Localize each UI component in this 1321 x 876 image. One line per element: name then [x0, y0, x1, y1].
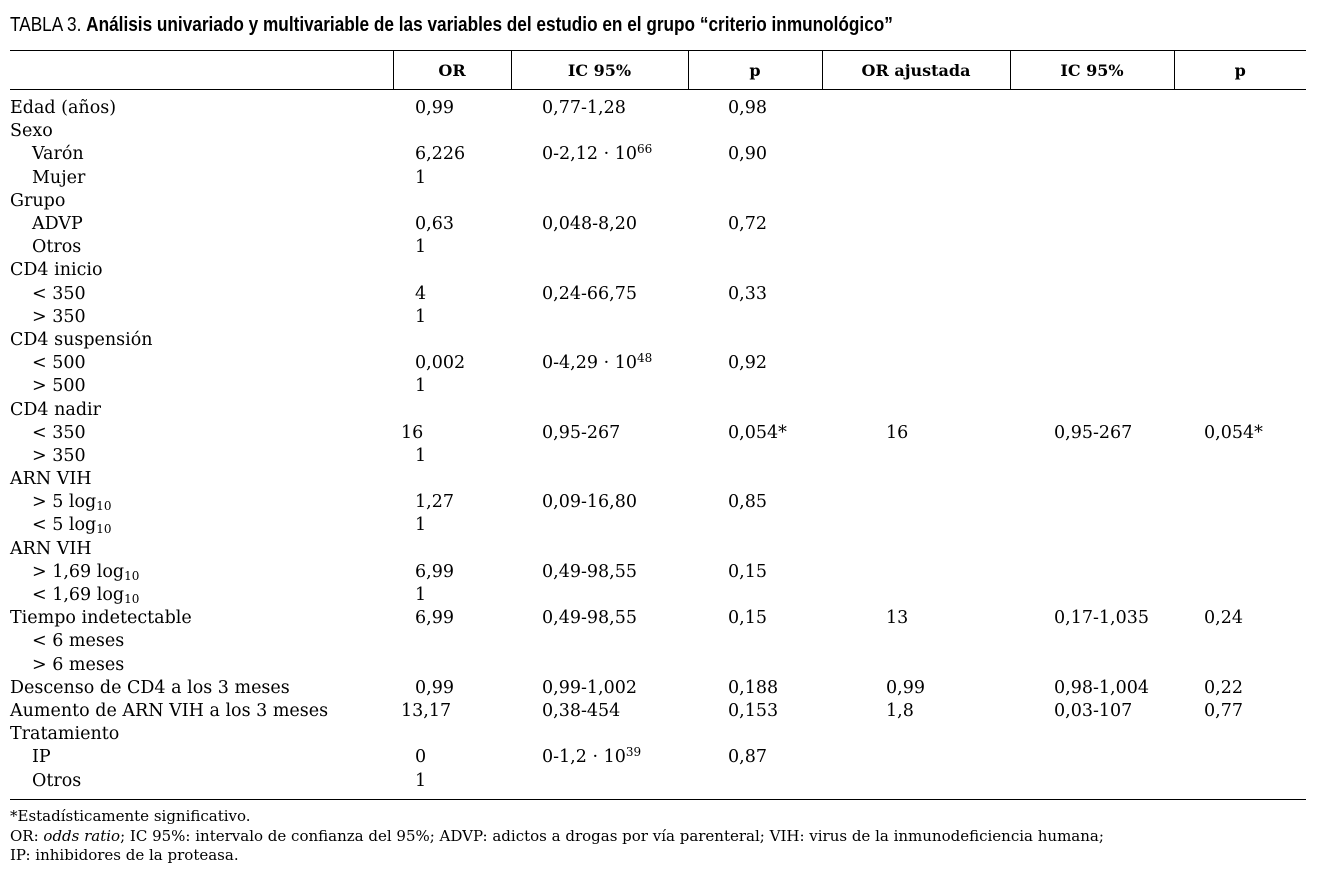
- cell-ic-adj: [1010, 654, 1174, 677]
- cell-ic-adj: [1010, 306, 1174, 329]
- row-label: > 500: [32, 376, 86, 397]
- cell-or-adj: [822, 190, 1010, 213]
- cell-p-adj: [1174, 190, 1306, 213]
- table-row: [10, 654, 1306, 677]
- cell-or: [393, 723, 511, 746]
- header-ic-adjusted: IC 95%: [1010, 51, 1174, 90]
- row-label: ARN VIH: [10, 469, 92, 490]
- cell-or-adj: [822, 167, 1010, 190]
- cell-ic-adj: 0,98-1,004: [1054, 677, 1149, 698]
- row-label: Otros: [32, 237, 82, 258]
- cell-p-adj: [1174, 398, 1306, 421]
- cell-ic: [511, 468, 688, 491]
- cell-or: 1: [393, 769, 511, 799]
- table-row: [10, 630, 1306, 653]
- cell-p-adj: [1174, 90, 1306, 121]
- cell-ic: 0,95-267: [542, 422, 621, 443]
- cell-ic-adj: [1010, 514, 1174, 537]
- cell-ic: [511, 167, 688, 190]
- cell-or: 13,17: [401, 700, 452, 721]
- cell-ic-adj: 0,03-107: [1054, 700, 1133, 721]
- cell-ic: [511, 306, 688, 329]
- table-row: [10, 769, 1306, 799]
- cell-p-adj: [1174, 468, 1306, 491]
- footnote-ip: IP: inhibidores de la proteasa.: [10, 846, 239, 864]
- row-label: > 350: [32, 445, 86, 466]
- table-title-main: Análisis univariado y multivariable de las variables del estudio en el grupo “criterio inmunológico”: [86, 14, 893, 36]
- cell-or-adj: [822, 769, 1010, 799]
- cell-ic: $0-2,12 \cdot 10^{66}$: [542, 142, 653, 165]
- row-label: CD4 suspensión: [10, 329, 153, 350]
- cell-ic: [511, 514, 688, 537]
- cell-ic: 0,24-66,75: [542, 283, 637, 304]
- cell-or: 6,99: [415, 561, 454, 582]
- cell-p-adj: [1174, 143, 1306, 166]
- cell-ic-adj: [1010, 561, 1174, 584]
- cell-or: 1,27: [415, 492, 454, 513]
- cell-p: [688, 445, 822, 468]
- cell-p: 0,85: [728, 492, 767, 513]
- row-label: ADVP: [32, 214, 83, 235]
- footnote-abbreviations: OR: odds ratio; IC 95%: intervalo de confianza del 95%; ADVP: adictos a drogas por vía parenteral; VIH: virus de la inmunodeficiencia humana;: [10, 826, 1104, 845]
- cell-ic: [511, 120, 688, 143]
- table-row: [10, 584, 1306, 607]
- cell-or: [393, 120, 511, 143]
- cell-ic-adj: [1010, 236, 1174, 259]
- row-label: IP: [32, 747, 51, 768]
- row-label: < 1,69 $\log_{10}$: [32, 585, 140, 607]
- cell-p-adj: [1174, 259, 1306, 282]
- cell-p: [688, 259, 822, 282]
- table-row: [10, 700, 1306, 723]
- cell-ic-adj: [1010, 584, 1174, 607]
- table-row: [10, 398, 1306, 421]
- table-row: [10, 375, 1306, 398]
- cell-p: [688, 306, 822, 329]
- cell-ic-adj: [1010, 190, 1174, 213]
- cell-or-adj: [822, 90, 1010, 121]
- cell-or-adj: 1,8: [886, 700, 914, 721]
- cell-p-adj: [1174, 213, 1306, 236]
- cell-or-adj: [822, 306, 1010, 329]
- cell-ic-adj: [1010, 213, 1174, 236]
- row-label: > 350: [32, 306, 86, 327]
- cell-or-adj: [822, 445, 1010, 468]
- cell-ic: [511, 398, 688, 421]
- header-variable: [10, 51, 393, 90]
- cell-or-adj: [822, 514, 1010, 537]
- cell-or-adj: [822, 538, 1010, 561]
- cell-p: 0,15: [728, 608, 767, 629]
- cell-ic-adj: 0,17-1,035: [1054, 608, 1149, 629]
- cell-or: 1: [415, 167, 427, 188]
- cell-p: [688, 375, 822, 398]
- cell-or: 0,99: [415, 98, 454, 119]
- footnotes: [10, 807, 1104, 866]
- table-row: [10, 236, 1306, 259]
- row-label: Descenso de CD4 a los 3 meses: [10, 677, 290, 698]
- row-label: > 5 $\log_{10}$: [32, 492, 112, 514]
- cell-ic-adj: [1010, 491, 1174, 514]
- cell-p-adj: 0,054*: [1204, 422, 1263, 443]
- cell-or: 4: [415, 283, 427, 304]
- cell-or-adj: [822, 375, 1010, 398]
- cell-p-adj: 0,24: [1204, 608, 1243, 629]
- table-row: [10, 514, 1306, 537]
- cell-or-adj: [822, 561, 1010, 584]
- cell-ic: [511, 538, 688, 561]
- cell-or: 0,99: [415, 677, 454, 698]
- row-label: ARN VIH: [10, 538, 92, 559]
- cell-or: 6,226: [415, 144, 466, 165]
- cell-p: [688, 538, 822, 561]
- header-p-adjusted: p: [1174, 51, 1306, 90]
- cell-p-adj: [1174, 514, 1306, 537]
- cell-ic-adj: [1010, 723, 1174, 746]
- table-row: [10, 90, 1306, 121]
- cell-p: [688, 190, 822, 213]
- cell-p: [688, 329, 822, 352]
- cell-ic-adj: [1010, 375, 1174, 398]
- cell-or-adj: [822, 120, 1010, 143]
- cell-ic-adj: [1010, 630, 1174, 653]
- cell-ic: [511, 654, 688, 677]
- cell-p: 0,153: [728, 700, 779, 721]
- table-row: [10, 329, 1306, 352]
- cell-ic-adj: [1010, 90, 1174, 121]
- cell-p: 0,92: [728, 353, 767, 374]
- cell-ic: [511, 236, 688, 259]
- cell-or: 0,002: [415, 353, 466, 374]
- table-row: [10, 445, 1306, 468]
- table-row: [10, 306, 1306, 329]
- cell-ic: [511, 723, 688, 746]
- row-label: Grupo: [10, 190, 66, 211]
- row-label: < 350: [32, 422, 86, 443]
- cell-ic: 0,09-16,80: [542, 492, 637, 513]
- cell-p: 0,98: [728, 98, 767, 119]
- cell-p: 0,15: [728, 561, 767, 582]
- cell-or: 6,99: [415, 608, 454, 629]
- cell-or-adj: [822, 213, 1010, 236]
- cell-p-adj: [1174, 584, 1306, 607]
- header-or-adjusted: OR ajustada: [822, 51, 1010, 90]
- cell-or-adj: [822, 491, 1010, 514]
- header-p: p: [688, 51, 822, 90]
- cell-p: [688, 468, 822, 491]
- cell-or: 1: [415, 445, 427, 466]
- row-label: < 350: [32, 283, 86, 304]
- table-row: [10, 677, 1306, 700]
- cell-or: 1: [415, 306, 427, 327]
- cell-ic-adj: [1010, 120, 1174, 143]
- cell-p: 0,87: [728, 747, 767, 768]
- cell-or-adj: [822, 398, 1010, 421]
- cell-p-adj: 0,77: [1204, 700, 1243, 721]
- cell-ic-adj: [1010, 398, 1174, 421]
- cell-or-adj: [822, 746, 1010, 769]
- cell-or: 1: [415, 585, 427, 606]
- cell-or: 1: [415, 376, 427, 397]
- cell-ic: $0-4,29 \cdot 10^{48}$: [542, 351, 653, 374]
- cell-p-adj: 0,22: [1204, 677, 1243, 698]
- table-row: [10, 259, 1306, 282]
- row-label: Tratamiento: [10, 724, 120, 745]
- table-row: [10, 143, 1306, 166]
- cell-ic-adj: [1010, 769, 1174, 799]
- cell-or: 0,63: [415, 214, 454, 235]
- cell-p-adj: [1174, 352, 1306, 375]
- row-label: Varón: [32, 144, 84, 165]
- cell-p-adj: [1174, 538, 1306, 561]
- cell-p-adj: [1174, 329, 1306, 352]
- cell-p-adj: [1174, 654, 1306, 677]
- cell-p-adj: [1174, 630, 1306, 653]
- table-title-prefix: TABLA 3.: [10, 14, 82, 36]
- table-body: [10, 90, 1306, 800]
- cell-or: 0: [415, 747, 427, 768]
- cell-ic-adj: [1010, 352, 1174, 375]
- cell-or: [393, 630, 511, 653]
- cell-ic: [511, 769, 688, 799]
- cell-p-adj: [1174, 283, 1306, 306]
- row-label: < 500: [32, 353, 86, 374]
- cell-or-adj: [822, 352, 1010, 375]
- cell-ic-adj: [1010, 259, 1174, 282]
- table-row: [10, 120, 1306, 143]
- cell-or: 16: [401, 422, 424, 443]
- header-or: OR: [393, 51, 511, 90]
- cell-or-adj: [822, 329, 1010, 352]
- cell-ic-adj: [1010, 445, 1174, 468]
- header-row: [10, 51, 1306, 90]
- cell-or-adj: [822, 630, 1010, 653]
- cell-p-adj: [1174, 491, 1306, 514]
- cell-p: [688, 723, 822, 746]
- cell-ic-adj: 0,95-267: [1054, 422, 1133, 443]
- cell-p: [688, 167, 822, 190]
- table-row: [10, 352, 1306, 375]
- table-row: [10, 213, 1306, 236]
- results-table: [10, 50, 1306, 800]
- table-row: [10, 190, 1306, 213]
- cell-p: [688, 654, 822, 677]
- cell-or-adj: 13: [886, 608, 909, 629]
- cell-or-adj: [822, 236, 1010, 259]
- cell-or-adj: [822, 259, 1010, 282]
- cell-ic: 0,048-8,20: [542, 214, 637, 235]
- row-label: CD4 nadir: [10, 399, 101, 420]
- cell-p: 0,054*: [728, 422, 787, 443]
- row-label: CD4 inicio: [10, 260, 103, 281]
- cell-or-adj: [822, 283, 1010, 306]
- cell-p-adj: [1174, 306, 1306, 329]
- cell-p: [688, 630, 822, 653]
- cell-ic-adj: [1010, 538, 1174, 561]
- cell-or-adj: [822, 143, 1010, 166]
- cell-p: [688, 236, 822, 259]
- row-label: < 6 meses: [32, 631, 125, 652]
- cell-ic-adj: [1010, 468, 1174, 491]
- cell-or: [393, 329, 511, 352]
- cell-ic: 0,99-1,002: [542, 677, 637, 698]
- cell-or-adj: [822, 584, 1010, 607]
- cell-p-adj: [1174, 445, 1306, 468]
- cell-p-adj: [1174, 167, 1306, 190]
- cell-ic-adj: [1010, 143, 1174, 166]
- cell-or: [393, 468, 511, 491]
- cell-ic-adj: [1010, 746, 1174, 769]
- cell-p-adj: [1174, 375, 1306, 398]
- cell-p-adj: [1174, 236, 1306, 259]
- cell-ic-adj: [1010, 329, 1174, 352]
- row-label: Tiempo indetectable: [10, 608, 192, 629]
- cell-ic: 0,77-1,28: [542, 98, 626, 119]
- cell-ic: 0,38-454: [542, 700, 621, 721]
- cell-ic: [511, 259, 688, 282]
- cell-p-adj: [1174, 769, 1306, 799]
- cell-ic-adj: [1010, 283, 1174, 306]
- row-label: Otros: [10, 769, 393, 799]
- row-label: Edad (años): [10, 98, 117, 119]
- cell-p-adj: [1174, 120, 1306, 143]
- cell-p-adj: [1174, 561, 1306, 584]
- cell-ic: $0-1,2 \cdot 10^{39}$: [542, 745, 642, 768]
- cell-or-adj: 16: [886, 422, 909, 443]
- table-row: [10, 538, 1306, 561]
- cell-or: 1: [415, 515, 427, 536]
- table-row: [10, 723, 1306, 746]
- cell-or: [393, 398, 511, 421]
- row-label: Mujer: [32, 167, 86, 188]
- cell-p: [688, 120, 822, 143]
- cell-p: [688, 584, 822, 607]
- cell-or-adj: [822, 654, 1010, 677]
- row-label: Aumento de ARN VIH a los 3 meses: [10, 700, 329, 721]
- cell-ic: [511, 329, 688, 352]
- row-label: Sexo: [10, 121, 53, 142]
- cell-p: [688, 398, 822, 421]
- table-row: [10, 422, 1306, 445]
- cell-p: 0,33: [728, 283, 767, 304]
- cell-or: [393, 259, 511, 282]
- cell-or-adj: [822, 468, 1010, 491]
- cell-ic: [511, 630, 688, 653]
- cell-p: [688, 514, 822, 537]
- cell-or: 1: [415, 237, 427, 258]
- cell-p: 0,72: [728, 214, 767, 235]
- cell-ic: 0,49-98,55: [542, 608, 637, 629]
- cell-or: [393, 654, 511, 677]
- table-row: [10, 746, 1306, 769]
- table-row: [10, 468, 1306, 491]
- cell-p: 0,188: [728, 677, 779, 698]
- table-row: [10, 283, 1306, 306]
- cell-or-adj: [822, 723, 1010, 746]
- cell-or-adj: 0,99: [886, 677, 925, 698]
- table-row: [10, 607, 1306, 630]
- row-label: > 1,69 $\log_{10}$: [32, 561, 140, 583]
- cell-or: [393, 538, 511, 561]
- cell-p-adj: [1174, 723, 1306, 746]
- cell-ic: 0,49-98,55: [542, 561, 637, 582]
- row-label: < 5 $\log_{10}$: [32, 515, 112, 537]
- cell-ic: [511, 584, 688, 607]
- header-ic: IC 95%: [511, 51, 688, 90]
- table-row: [10, 167, 1306, 190]
- cell-ic-adj: [1010, 167, 1174, 190]
- cell-p-adj: [1174, 746, 1306, 769]
- table-row: [10, 491, 1306, 514]
- cell-ic: [511, 445, 688, 468]
- cell-ic: [511, 190, 688, 213]
- cell-ic: [511, 375, 688, 398]
- cell-p: 0,90: [728, 144, 767, 165]
- cell-or: [393, 190, 511, 213]
- table-row: [10, 561, 1306, 584]
- row-label: > 6 meses: [32, 654, 125, 675]
- footnote-significance: *Estadísticamente significativo.: [10, 807, 251, 825]
- cell-p: [688, 769, 822, 799]
- table-title: [10, 14, 893, 37]
